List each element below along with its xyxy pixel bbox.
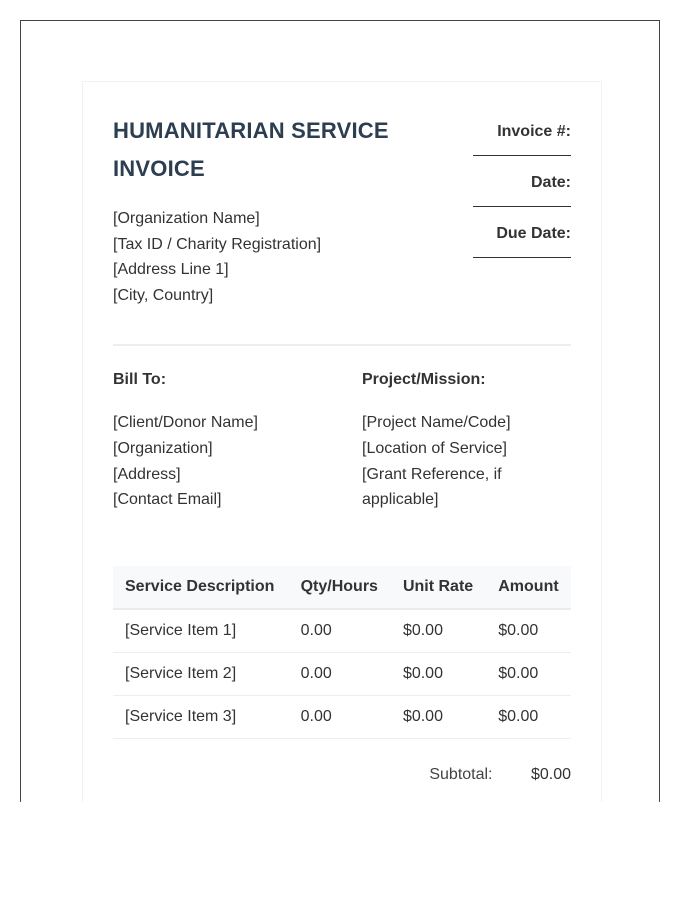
due-date-field[interactable]: [473, 224, 571, 275]
organization-name: [Organization Name]: [113, 210, 260, 227]
invoice-content: [113, 112, 571, 802]
invoice-number-label: Invoice #:: [497, 123, 571, 140]
cell-qty: 0.00: [289, 653, 391, 696]
organization-tax-id: [Tax ID / Charity Registration]: [113, 235, 322, 253]
organization-address: [Address Line 1]: [113, 261, 229, 278]
organization-details: [113, 206, 321, 308]
cell-rate: $0.00: [391, 653, 486, 696]
totals-section: [113, 766, 571, 802]
page-frame: [20, 20, 660, 802]
table-row: [113, 653, 571, 696]
table-row: [113, 696, 571, 739]
date-label: Date:: [530, 174, 571, 191]
cell-description: [Service Item 2]: [113, 653, 289, 696]
project-location: [Location of Service]: [362, 439, 507, 457]
invoice-number-field[interactable]: [473, 122, 571, 173]
project-grant-reference: [Grant Reference, if applicable]: [362, 465, 502, 509]
date-field[interactable]: [473, 173, 571, 224]
project-name: [Project Name/Code]: [362, 414, 511, 431]
cell-qty: 0.00: [289, 696, 391, 739]
cell-rate: $0.00: [391, 609, 486, 653]
cell-amount: $0.00: [486, 653, 571, 696]
table-row: [113, 609, 571, 653]
due-date-line[interactable]: [473, 257, 571, 258]
due-date-label: Due Date:: [496, 225, 571, 242]
header-unit-rate: Unit Rate: [391, 566, 486, 609]
cell-description: [Service Item 3]: [113, 696, 289, 739]
parties-section: [113, 346, 571, 566]
project-block: [362, 370, 572, 513]
cell-amount: $0.00: [486, 609, 571, 653]
subtotal-row: [429, 766, 571, 784]
subtotal-value: $0.00: [530, 766, 571, 783]
invoice-meta: [473, 122, 571, 275]
table-header-row: [113, 566, 571, 609]
invoice-title: HUMANITARIAN SERVICE INVOICE: [113, 118, 389, 181]
bill-to-organization: [Organization]: [113, 439, 213, 457]
invoice-number-line[interactable]: [473, 155, 571, 156]
subtotal-label: Subtotal:: [429, 766, 493, 783]
invoice-header: [113, 112, 571, 344]
header-amount: Amount: [486, 566, 571, 609]
cell-rate: $0.00: [391, 696, 486, 739]
header-service-description: Service Description: [113, 566, 289, 609]
bill-to-client-name: [Client/Donor Name]: [113, 414, 258, 431]
cell-description: [Service Item 1]: [113, 609, 289, 653]
cell-amount: $0.00: [486, 696, 571, 739]
bill-to-heading: Bill To:: [113, 371, 167, 388]
project-heading: Project/Mission:: [362, 371, 486, 388]
bill-to-block: [113, 370, 323, 513]
cell-qty: 0.00: [289, 609, 391, 653]
bill-to-email: [Contact Email]: [113, 491, 222, 509]
invoice-sheet: [82, 81, 602, 802]
header-qty-hours: Qty/Hours: [289, 566, 391, 609]
service-items-table: [113, 566, 571, 739]
organization-city: [City, Country]: [113, 286, 214, 304]
date-line[interactable]: [473, 206, 571, 207]
bill-to-address: [Address]: [113, 465, 181, 483]
